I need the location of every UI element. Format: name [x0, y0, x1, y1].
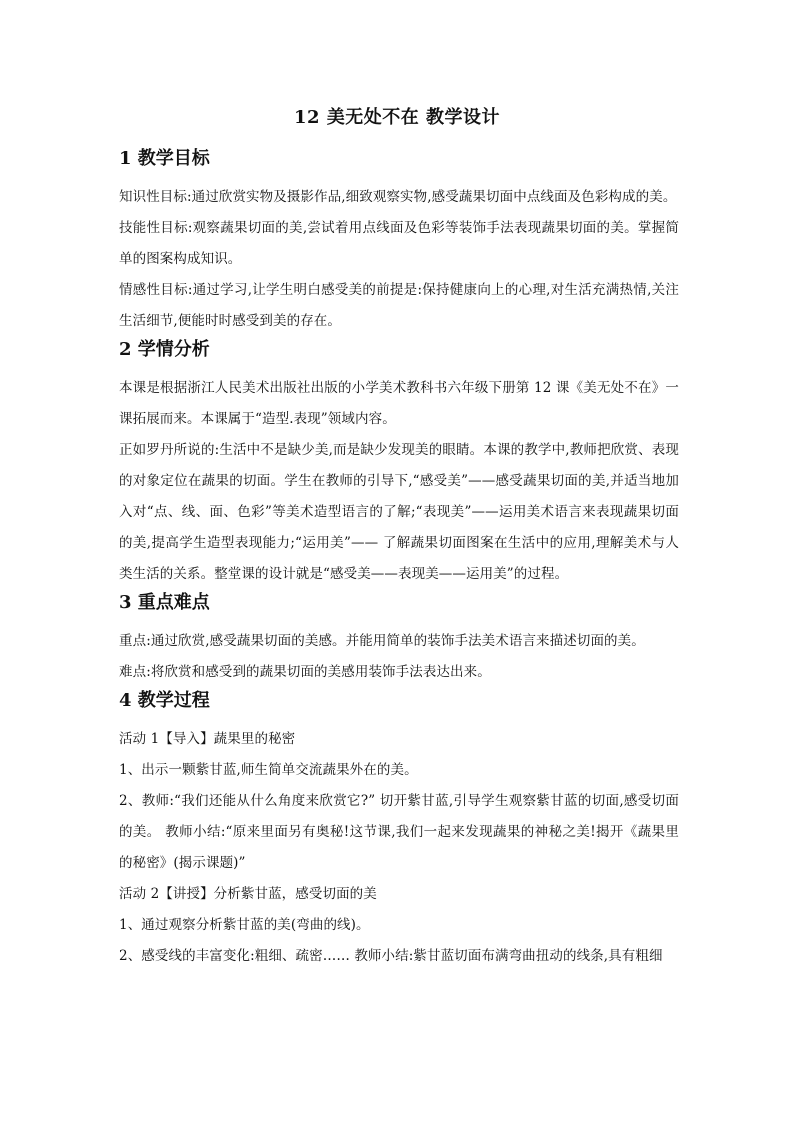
paragraph: 1、通过观察分析紫甘蓝的美(弯曲的线)。 — [119, 917, 370, 933]
section-teaching-process — [119, 688, 679, 972]
section-heading: 4 教学过程 — [119, 690, 210, 711]
paragraph: 1、出示一颗紫甘蓝,师生简单交流蔬果外在的美。 — [119, 762, 418, 778]
paragraph: 活动 1【导入】蔬果里的秘密 — [119, 731, 296, 747]
section-heading: 1 教学目标 — [119, 148, 210, 169]
paragraph: 本课是根据浙江人民美术出版社出版的小学美术教科书六年级下册第 12 课《美无处不在》一课拓展而来。本课属于“造型.表现”领域内容。 — [119, 380, 679, 427]
section-heading: 2 学情分析 — [119, 339, 210, 360]
paragraph: 活动 2【讲授】分析紫甘蓝，感受切面的美 — [119, 886, 377, 902]
document-body — [119, 146, 679, 972]
paragraph: 难点:将欣赏和感受到的蔬果切面的美感用装饰手法表达出来。 — [119, 664, 491, 680]
section-heading: 3 重点难点 — [119, 592, 210, 613]
document-title: 12 美无处不在 教学设计 — [293, 107, 501, 128]
section-teaching-objectives — [119, 146, 679, 337]
paragraph: 情感性目标:通过学习,让学生明白感受美的前提是:保持健康向上的心理,对生活充满热情,关注生活细节,便能时时感受到美的存在。 — [119, 282, 679, 329]
section-key-difficulties — [119, 590, 679, 688]
paragraph: 重点:通过欣赏,感受蔬果切面的美感。并能用简单的装饰手法美术语言来描述切面的美。 — [119, 633, 645, 649]
paragraph: 正如罗丹所说的:生活中不是缺少美,而是缺少发现美的眼睛。本课的教学中,教师把欣赏、表现的对象定位在蔬果的切面。学生在教师的引导下,“感受美”——感受蔬果切面的美,并适当地加入对“点、线、面、色彩”等美术造型语言的了解;“表现美”——运用美术语言来表现蔬果切面的美,提高学生造型表现能力;“运用美”—— 了解蔬果切面图案在生活中的应用,理解美术与人类生活的关系。整堂课的设计就是“感受美——表现美——运用美”的过程。 — [119, 442, 679, 582]
paragraph: 2、感受线的丰富变化:粗细、疏密…… 教师小结:紫甘蓝切面布满弯曲扭动的线条,具有粗细 — [119, 948, 663, 964]
paragraph: 知识性目标:通过欣赏实物及摄影作品,细致观察实物,感受蔬果切面中点线面及色彩构成的美。 — [119, 189, 677, 205]
paragraph: 2、教师:“我们还能从什么角度来欣赏它?” 切开紫甘蓝,引导学生观察紫甘蓝的切面,感受切面的美。 教师小结:“原来里面另有奥秘!这节课,我们一起来发现蔬果的神秘之美!揭开《蔬果里的秘密》(揭示课题)” — [119, 793, 679, 871]
paragraph: 技能性目标:观察蔬果切面的美,尝试着用点线面及色彩等装饰手法表现蔬果切面的美。掌握简单的图案构成知识。 — [119, 220, 679, 267]
section-learner-analysis — [119, 337, 679, 590]
